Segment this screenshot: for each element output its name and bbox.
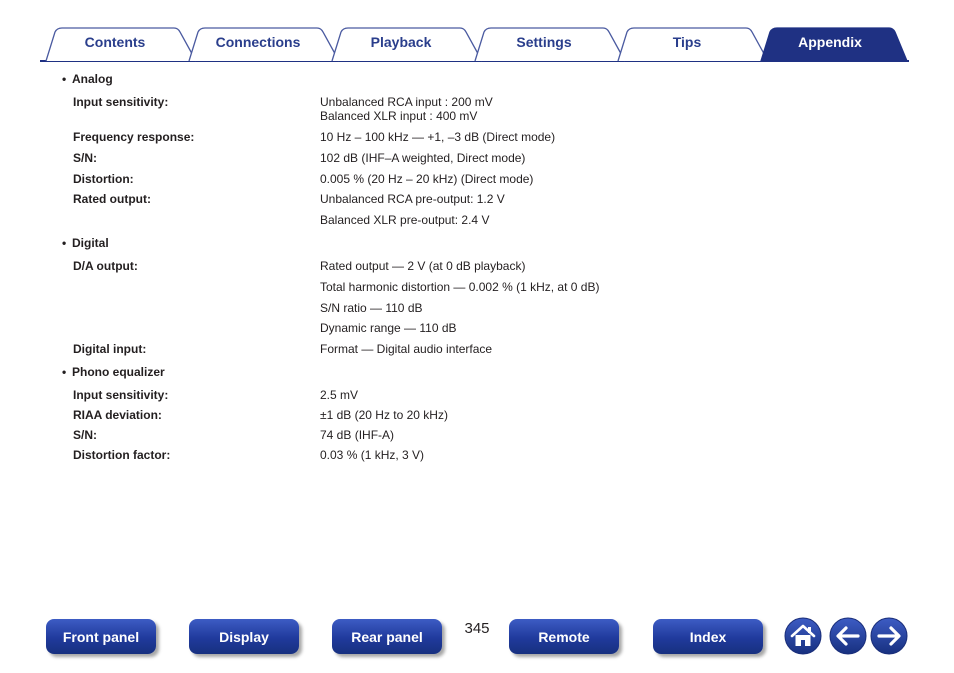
tab-settings[interactable]: Settings [516,34,572,50]
front-panel-button[interactable]: Front panel [46,619,156,654]
spec-value: Balanced XLR input : 400 mV [320,109,478,123]
section-title-text: Digital [72,236,109,250]
forward-arrow-icon[interactable] [870,617,908,655]
tab-contents[interactable]: Contents [84,34,146,50]
section-title-phono [62,365,165,379]
spec-label: S/N: [73,151,97,165]
section-title-digital [62,236,109,250]
top-tab-bar [0,0,954,64]
tab-connections[interactable]: Connections [215,34,301,50]
spec-value: Dynamic range — 110 dB [320,321,457,335]
spec-label: Input sensitivity: [73,95,169,109]
spec-value: 10 Hz – 100 kHz — +1, –3 dB (Direct mode) [320,130,556,144]
back-arrow-icon[interactable] [829,617,867,655]
section-title-text: Phono equalizer [72,365,165,379]
spec-value: Rated output — 2 V (at 0 dB playback) [320,259,526,273]
home-icon[interactable] [784,617,822,655]
spec-value: 2.5 mV [320,388,359,402]
tab-tips[interactable]: Tips [672,34,702,50]
tab-shapes [0,0,954,64]
spec-label: Distortion: [73,172,134,186]
spec-label: Digital input: [73,342,147,356]
rear-panel-button[interactable]: Rear panel [332,619,442,654]
spec-label: D/A output: [73,259,138,273]
remote-button[interactable]: Remote [509,619,619,654]
spec-value: Format — Digital audio interface [320,342,493,356]
spec-value: Unbalanced RCA input : 200 mV [320,95,493,109]
spec-value: 0.03 % (1 kHz, 3 V) [320,448,425,462]
spec-value: 74 dB (IHF-A) [320,428,395,442]
spec-label: Frequency response: [73,130,195,144]
spec-value: Unbalanced RCA pre-output: 1.2 V [320,192,505,206]
spec-value: ±1 dB (20 Hz to 20 kHz) [320,408,448,422]
spec-label: S/N: [73,428,97,442]
bullet: • [62,72,67,86]
bullet: • [62,365,67,379]
bullet: • [62,236,67,250]
section-title-analog [62,72,113,86]
spec-value: Total harmonic distortion — 0.002 % (1 kHz, at 0 dB) [320,280,600,294]
spec-label: Input sensitivity: [73,388,169,402]
display-button[interactable]: Display [189,619,299,654]
spec-value: 102 dB (IHF–A weighted, Direct mode) [320,151,526,165]
spec-label: Rated output: [73,192,151,206]
page-number: 345 [464,620,490,637]
spec-value: S/N ratio — 110 dB [320,301,423,315]
spec-value: Balanced XLR pre-output: 2.4 V [320,213,490,227]
spec-label: RIAA deviation: [73,408,162,422]
section-title-text: Analog [72,72,113,86]
tab-playback[interactable]: Playback [370,34,432,50]
spec-value: 0.005 % (20 Hz – 20 kHz) (Direct mode) [320,172,534,186]
tab-appendix[interactable]: Appendix [798,34,862,50]
index-button[interactable]: Index [653,619,763,654]
spec-label: Distortion factor: [73,448,171,462]
